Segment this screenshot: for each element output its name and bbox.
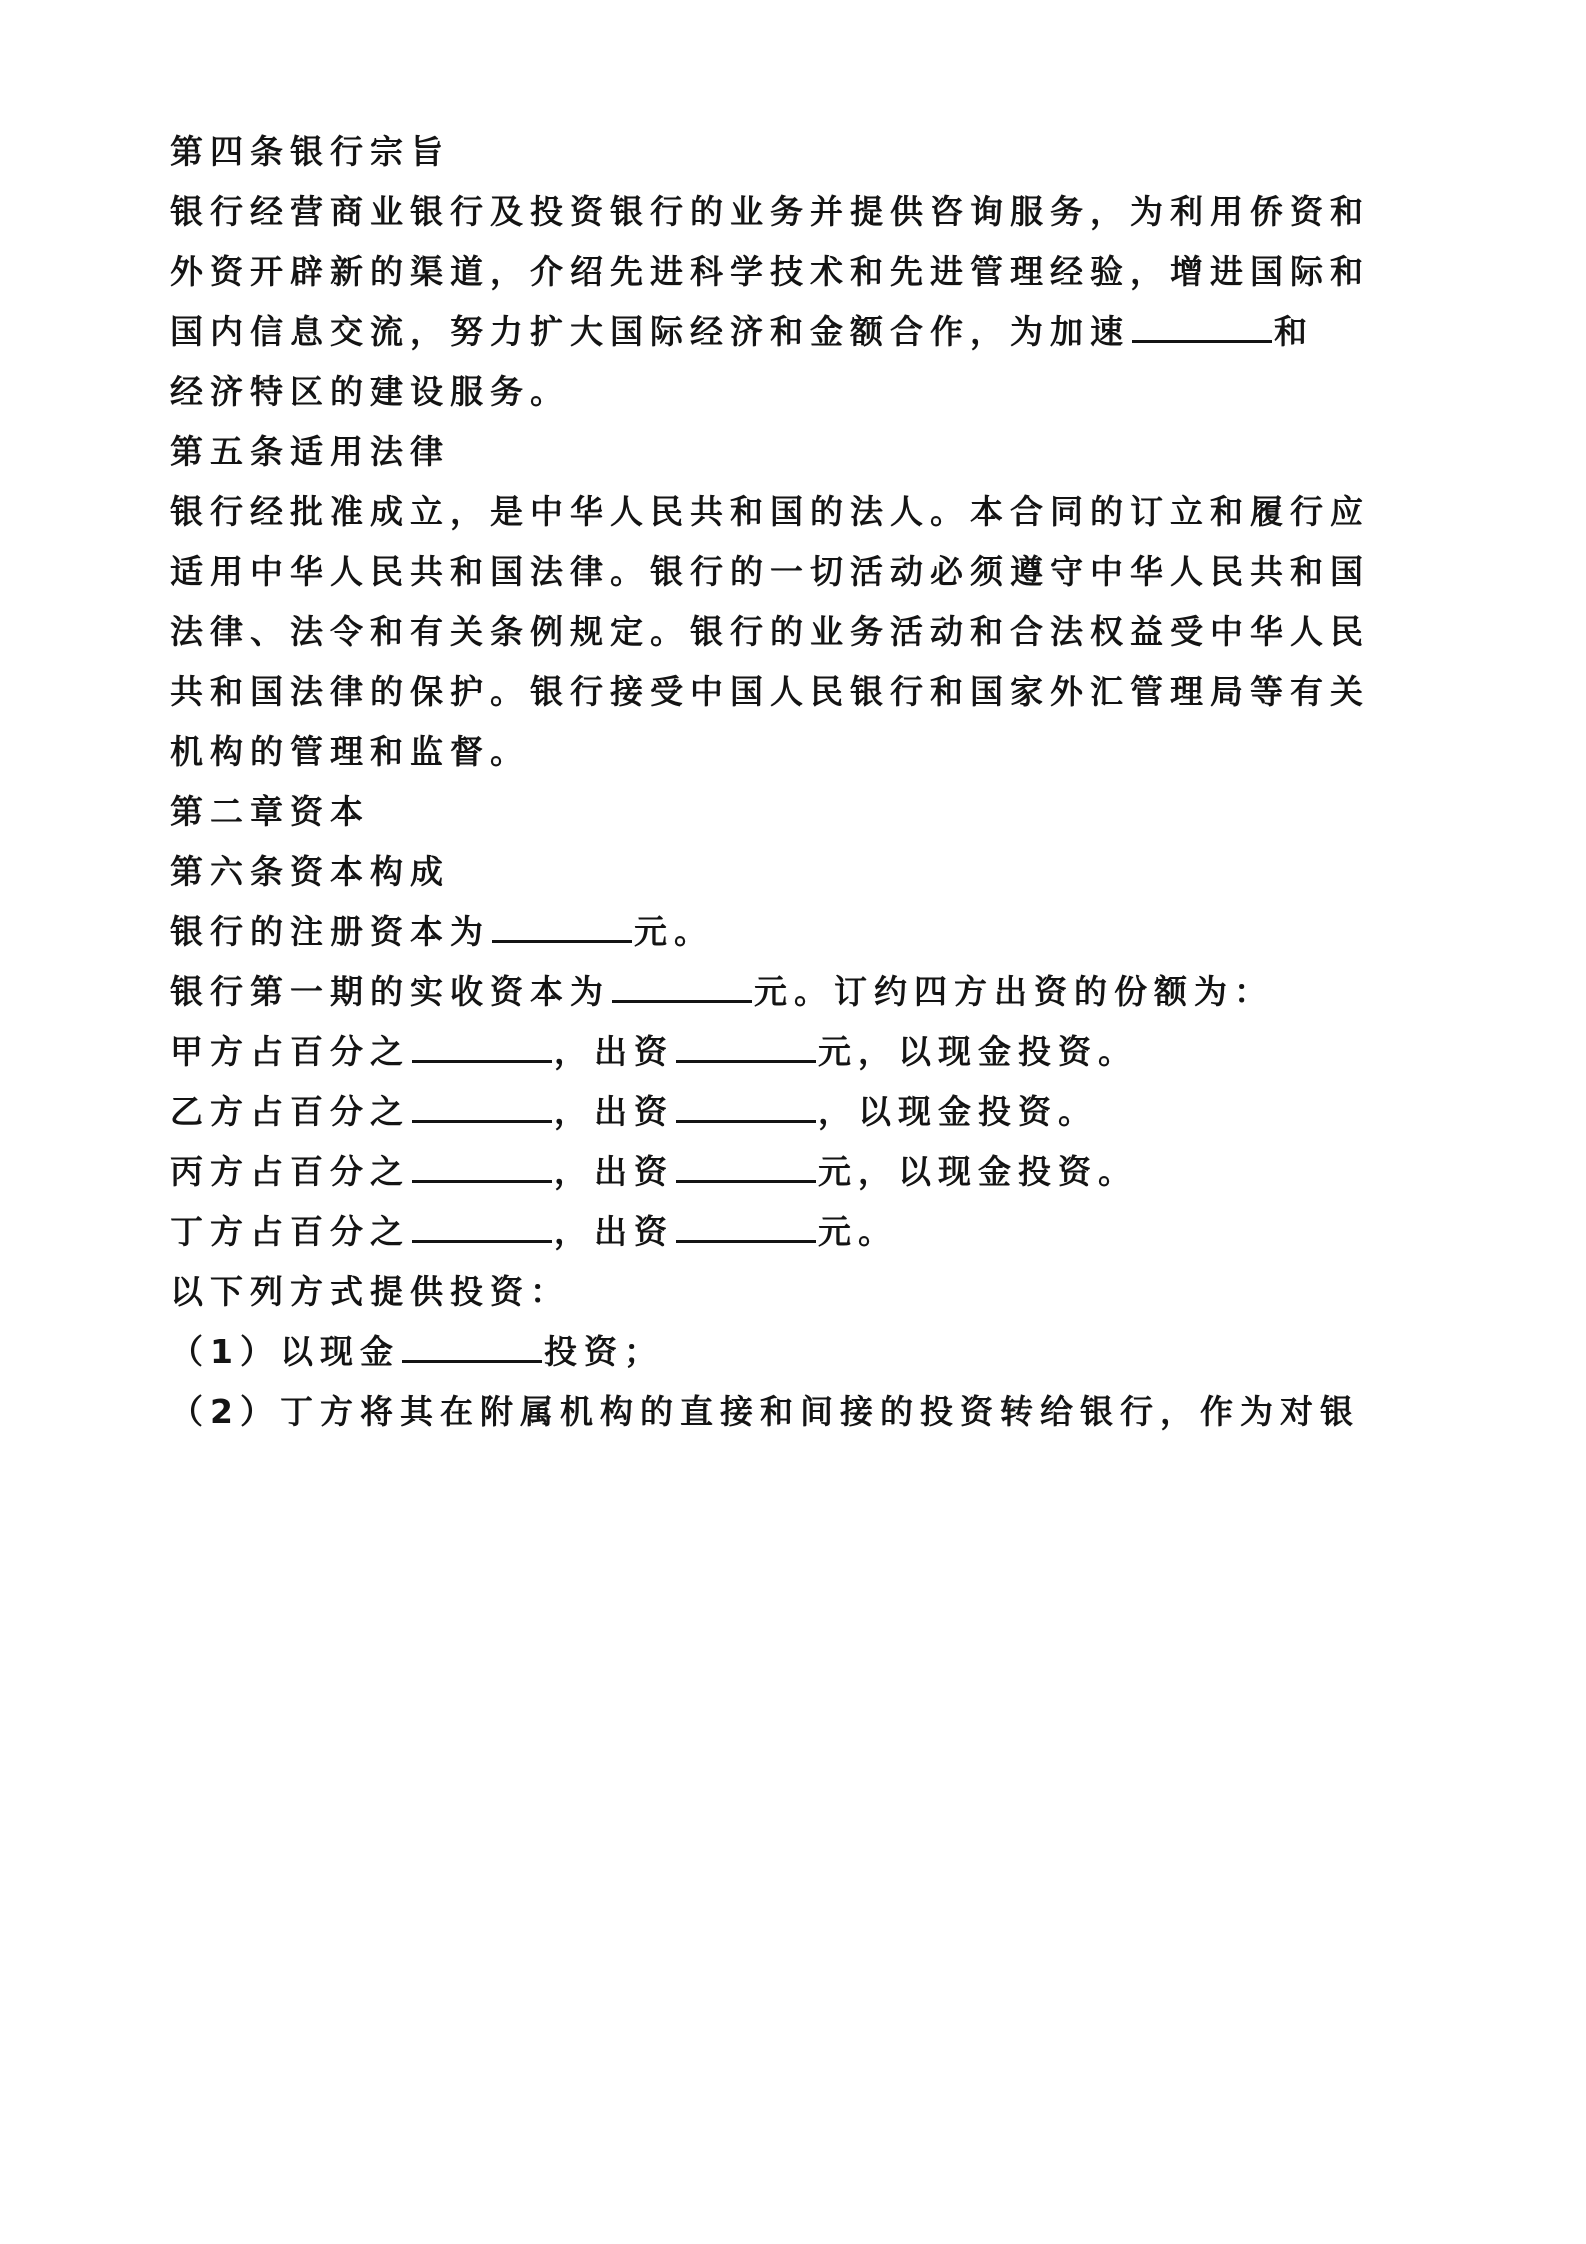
text-run: 法律、法令和有关条例规定。银行的业务活动和合法权益受中华人民 xyxy=(170,612,1370,651)
text-run: 以下列方式提供投资： xyxy=(170,1272,570,1311)
document-line xyxy=(170,1142,1426,1202)
text-run: 第五条适用法律 xyxy=(170,432,450,471)
document-line xyxy=(170,302,1426,362)
document-line xyxy=(170,1082,1426,1142)
fill-in-blank-line xyxy=(402,1356,542,1363)
fill-in-blank-line xyxy=(412,1236,552,1243)
text-run: （1）以现金 xyxy=(170,1332,400,1371)
text-run: 元。 xyxy=(634,912,714,951)
document-line xyxy=(170,182,1426,242)
fill-in-blank-line xyxy=(676,1176,816,1183)
text-run: 甲方占百分之 xyxy=(170,1032,410,1071)
text-run: 经济特区的建设服务。 xyxy=(170,372,570,411)
text-run: 适用中华人民共和国法律。银行的一切活动必须遵守中华人民共和国 xyxy=(170,552,1370,591)
document-line xyxy=(170,602,1426,662)
document-content xyxy=(170,122,1426,1442)
text-run: 丁方占百分之 xyxy=(170,1212,410,1251)
text-run: 第六条资本构成 xyxy=(170,852,450,891)
document-line xyxy=(170,662,1426,722)
document-line xyxy=(170,122,1426,182)
document-line xyxy=(170,1322,1426,1382)
document-line xyxy=(170,542,1426,602)
document-line xyxy=(170,1022,1426,1082)
document-line xyxy=(170,902,1426,962)
document-line xyxy=(170,242,1426,302)
text-run: 银行经批准成立，是中华人民共和国的法人。本合同的订立和履行应 xyxy=(170,492,1370,531)
text-run: 乙方占百分之 xyxy=(170,1092,410,1131)
document-line xyxy=(170,842,1426,902)
document-line xyxy=(170,1202,1426,1262)
text-run: 国内信息交流，努力扩大国际经济和金额合作，为加速 xyxy=(170,312,1130,351)
text-run: ，出资 xyxy=(554,1032,674,1071)
fill-in-blank-line xyxy=(1132,336,1272,343)
text-run: 机构的管理和监督。 xyxy=(170,732,530,771)
text-run: 投资； xyxy=(543,1332,664,1371)
fill-in-blank-line xyxy=(412,1056,552,1063)
text-run: 银行第一期的实收资本为 xyxy=(170,972,610,1011)
fill-in-blank-line xyxy=(492,936,632,943)
fill-in-blank-line xyxy=(612,996,752,1003)
document-line xyxy=(170,1262,1426,1322)
text-run: ，出资 xyxy=(554,1092,674,1131)
document-line xyxy=(170,362,1426,422)
document-line xyxy=(170,962,1426,1022)
text-run: ，以现金投资。 xyxy=(818,1092,1098,1131)
fill-in-blank-line xyxy=(676,1116,816,1123)
document-line xyxy=(170,422,1426,482)
fill-in-blank-line xyxy=(412,1176,552,1183)
document-line xyxy=(170,1382,1426,1442)
document-line xyxy=(170,782,1426,842)
text-run: 元，以现金投资。 xyxy=(818,1032,1138,1071)
text-run: 第二章资本 xyxy=(170,792,370,831)
text-run: 银行的注册资本为 xyxy=(170,912,490,951)
text-run: 元。订约四方出资的份额为： xyxy=(754,972,1274,1011)
text-run: 银行经营商业银行及投资银行的业务并提供咨询服务，为利用侨资和 xyxy=(170,192,1370,231)
text-run: ，出资 xyxy=(554,1212,674,1251)
text-run: 第四条银行宗旨 xyxy=(170,132,450,171)
text-run: 外资开辟新的渠道，介绍先进科学技术和先进管理经验，增进国际和 xyxy=(170,252,1370,291)
fill-in-blank-line xyxy=(676,1236,816,1243)
text-run: 元。 xyxy=(818,1212,898,1251)
text-run: 丙方占百分之 xyxy=(170,1152,410,1191)
text-run: 元，以现金投资。 xyxy=(818,1152,1138,1191)
text-run: 共和国法律的保护。银行接受中国人民银行和国家外汇管理局等有关 xyxy=(170,672,1370,711)
fill-in-blank-line xyxy=(676,1056,816,1063)
text-run: （2）丁方将其在附属机构的直接和间接的投资转给银行，作为对银 xyxy=(170,1392,1360,1431)
fill-in-blank-line xyxy=(412,1116,552,1123)
document-line xyxy=(170,482,1426,542)
text-run: ，出资 xyxy=(554,1152,674,1191)
document-line xyxy=(170,722,1426,782)
text-run: 和 xyxy=(1274,312,1314,351)
